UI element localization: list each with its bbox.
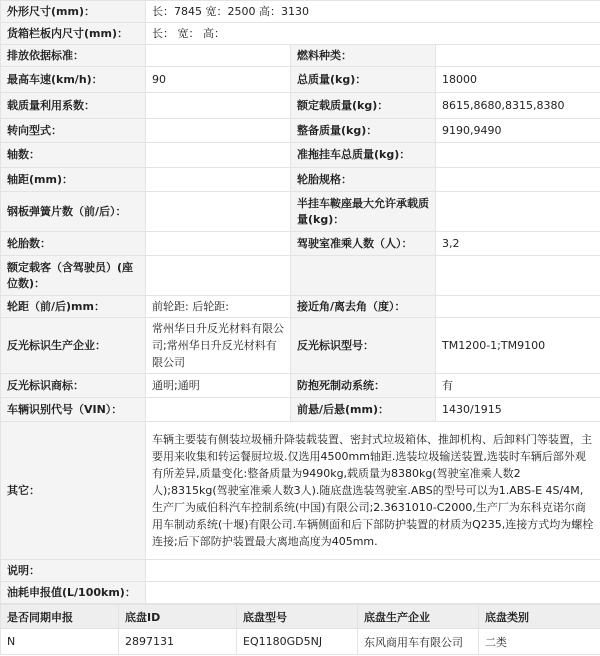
spec-label: 轮距（前/后)mm： — [1, 296, 146, 318]
spec-value — [436, 168, 600, 192]
spec-value — [146, 232, 291, 256]
chassis-cell: 东风商用车有限公司 — [358, 629, 479, 655]
spec-value: 8615,8680,8315,8380 — [436, 93, 600, 119]
spec-label: 驾驶室准乘人数（人）： — [291, 232, 436, 256]
spec-value: 1430/1915 — [436, 398, 600, 422]
spec-value — [146, 143, 291, 168]
spec-value — [436, 296, 600, 318]
spec-label: 最高车速(km/h)： — [1, 67, 146, 93]
spec-label — [291, 256, 436, 296]
spec-row — [1, 119, 600, 143]
spec-label: 准拖挂车总质量(kg)： — [291, 143, 436, 168]
spec-value: 9190,9490 — [436, 119, 600, 143]
spec-label: 接近角/离去角（度）： — [291, 296, 436, 318]
spec-label: 钢板弹簧片数（前/后）： — [1, 192, 146, 232]
spec-row — [1, 560, 600, 582]
spec-label: 前悬/后悬(mm)： — [291, 398, 436, 422]
spec-row — [1, 256, 600, 296]
spec-value: 有 — [436, 374, 600, 398]
spec-label: 载质量利用系数： — [1, 93, 146, 119]
spec-value — [146, 560, 600, 582]
spec-row — [1, 168, 600, 192]
spec-value: 18000 — [436, 67, 600, 93]
chassis-cell: 二类 — [479, 629, 600, 655]
spec-value — [436, 45, 600, 67]
spec-label: 其它： — [1, 422, 146, 560]
spec-label: 排放依据标准： — [1, 45, 146, 67]
spec-label: 反光标识生产企业： — [1, 318, 146, 374]
spec-label: 半挂车鞍座最大允许承载质量(kg)： — [291, 192, 436, 232]
chassis-cell: 2897131 — [119, 629, 237, 655]
spec-label: 反光标识商标： — [1, 374, 146, 398]
spec-label: 额定载质量(kg)： — [291, 93, 436, 119]
chassis-header-row — [1, 605, 600, 629]
spec-label: 反光标识型号： — [291, 318, 436, 374]
spec-row — [1, 192, 600, 232]
spec-row — [1, 1, 600, 23]
spec-value — [436, 192, 600, 232]
chassis-header-cell: 是否同期申报 — [1, 605, 119, 629]
spec-value — [146, 168, 291, 192]
spec-label: 防抱死制动系统： — [291, 374, 436, 398]
spec-value — [146, 45, 291, 67]
spec-value: 通明;通明 — [146, 374, 291, 398]
spec-row — [1, 582, 600, 604]
spec-value: 常州华日升反光材料有限公司;常州华日升反光材料有限公司 — [146, 318, 291, 374]
chassis-table — [0, 604, 600, 655]
spec-value: 长：7845 宽：2500 高：3130 — [146, 1, 600, 23]
spec-label: 轮胎数： — [1, 232, 146, 256]
spec-label: 额定载客（含驾驶员）(座位数)： — [1, 256, 146, 296]
spec-label: 油耗申报值(L/100km)： — [1, 582, 146, 604]
spec-value — [146, 192, 291, 232]
chassis-cell: EQ1180GD5NJ — [237, 629, 358, 655]
spec-label: 说明： — [1, 560, 146, 582]
spec-value — [436, 256, 600, 296]
spec-value: 车辆主要装有侧装垃圾桶升降装载装置、密封式垃圾箱体、推卸机构、后卸料门等装置，主要用来收集和转运餐厨垃圾.仅选用4500mm轴距.选装垃圾输送装置,选装时车辆后部外观有所差异,质量变化:整备质量为9490kg,载质量为8380kg(驾驶室准乘人数2人);8315kg(驾驶室准乘人数3人).随底盘选装驾驶室.ABS的型号可以为1.ABS-E 4S/4M,生产厂为威伯科汽车控制系统(中国)有限公司;2.3631010-C2000,生产厂为东科克诺尔商用车制动系统(十堰)有限公司.车辆侧面和后下部防护装置的材质为Q235,连接方式均为螺栓连接;后下部防护装置最大离地高度为405mm. — [146, 422, 600, 560]
spec-value — [146, 398, 291, 422]
chassis-header-cell: 底盘ID — [119, 605, 237, 629]
spec-row — [1, 143, 600, 168]
spec-label: 整备质量(kg)： — [291, 119, 436, 143]
spec-row — [1, 374, 600, 398]
spec-value: 3,2 — [436, 232, 600, 256]
spec-row — [1, 23, 600, 45]
spec-label: 燃料种类： — [291, 45, 436, 67]
spec-value: 前轮距: 后轮距: — [146, 296, 291, 318]
spec-value: 长： 宽： 高： — [146, 23, 600, 45]
spec-label: 货箱栏板内尺寸(mm)： — [1, 23, 146, 45]
chassis-header-cell: 底盘生产企业 — [358, 605, 479, 629]
spec-row — [1, 422, 600, 560]
spec-value — [436, 143, 600, 168]
spec-row — [1, 398, 600, 422]
chassis-cell: N — [1, 629, 119, 655]
spec-label: 轴数： — [1, 143, 146, 168]
chassis-row — [1, 629, 600, 655]
spec-row — [1, 232, 600, 256]
spec-value: TM1200-1;TM9100 — [436, 318, 600, 374]
spec-row — [1, 318, 600, 374]
spec-value — [146, 256, 291, 296]
chassis-header-cell: 底盘型号 — [237, 605, 358, 629]
spec-value: 90 — [146, 67, 291, 93]
spec-label: 车辆识别代号（VIN）： — [1, 398, 146, 422]
spec-label: 轮胎规格： — [291, 168, 436, 192]
spec-row — [1, 93, 600, 119]
spec-label: 总质量(kg)： — [291, 67, 436, 93]
spec-label: 轴距(mm)： — [1, 168, 146, 192]
spec-row — [1, 296, 600, 318]
spec-value — [146, 93, 291, 119]
chassis-header-cell: 底盘类别 — [479, 605, 600, 629]
spec-row — [1, 45, 600, 67]
spec-value — [146, 119, 291, 143]
spec-value — [146, 582, 600, 604]
spec-label: 外形尺寸(mm)： — [1, 1, 146, 23]
spec-row — [1, 67, 600, 93]
spec-label: 转向型式： — [1, 119, 146, 143]
